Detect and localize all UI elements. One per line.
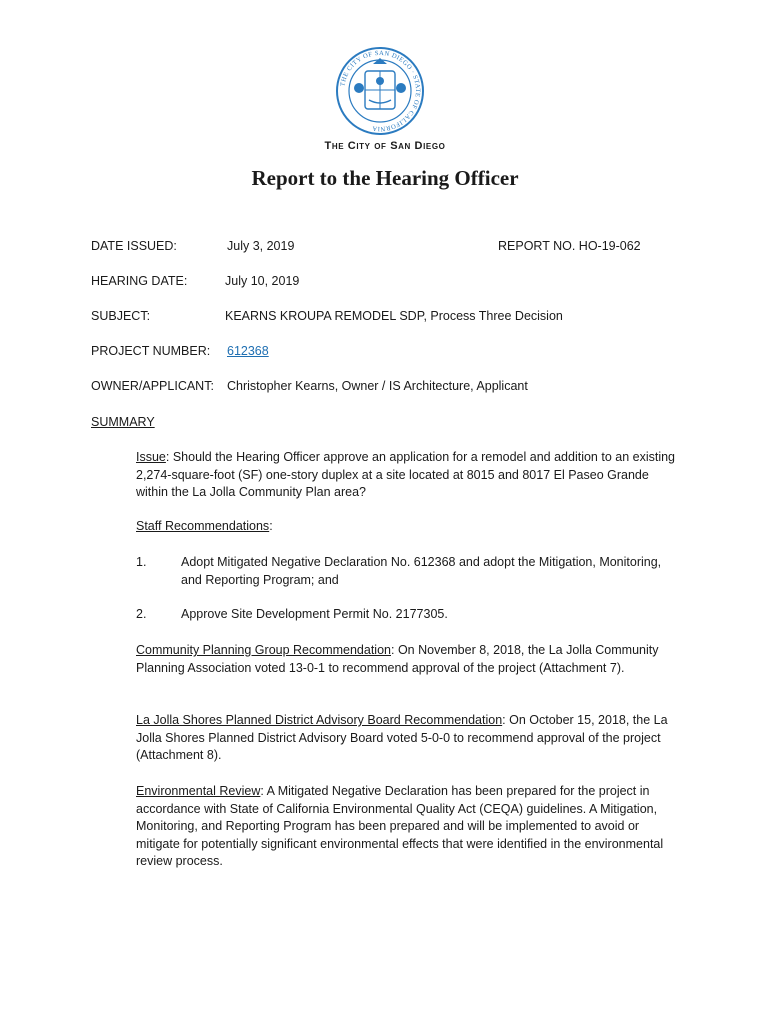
city-name: The City of San Diego: [324, 140, 446, 152]
date-issued-value: July 3, 2019: [227, 239, 295, 253]
env-text: : A Mitigated Negative Declaration has been prepared for the project in accordance with State of California Environmental Quality Act (CEQA) guidelines. A Mitigation, Monitoring, and Reporting Program has been prepared and will be implemented to avoid or mitigate for potentially significant environmental effects that were identified in the environmental review process.: [136, 784, 664, 868]
ljs-label: La Jolla Shores Planned District Advisory Board Recommendation: [136, 713, 503, 727]
staff-colon: :: [269, 519, 273, 533]
city-seal-logo: [335, 46, 425, 136]
date-issued-label: DATE ISSUED:: [91, 239, 177, 253]
summary-heading: SUMMARY: [91, 415, 155, 429]
subject-value: KEARNS KROUPA REMODEL SDP, Process Three Decision: [225, 309, 563, 323]
project-number-link[interactable]: 612368: [227, 344, 269, 358]
cpg-label: Community Planning Group Recommendation: [136, 643, 391, 657]
project-number-label: PROJECT NUMBER:: [91, 344, 211, 358]
list-item-number: 2.: [136, 607, 147, 621]
report-number: REPORT NO. HO-19-062: [498, 239, 641, 253]
environmental-paragraph: [136, 783, 681, 871]
ljs-paragraph: [136, 712, 681, 765]
staff-label: Staff Recommendations: [136, 519, 270, 533]
issue-paragraph: [136, 449, 681, 502]
list-item-text: Adopt Mitigated Negative Declaration No. 612368 and adopt the Mitigation, Monitoring, and Reporting Program; and: [181, 555, 662, 587]
staff-recommendations-heading: [136, 518, 681, 536]
owner-value: Christopher Kearns, Owner / IS Architecture, Applicant: [227, 379, 528, 393]
cpg-paragraph: [136, 642, 681, 677]
document-title: Report to the Hearing Officer: [251, 166, 519, 190]
owner-label: OWNER/APPLICANT:: [91, 379, 214, 393]
hearing-date-value: July 10, 2019: [225, 274, 300, 288]
ljs-text: : On October 15, 2018, the La Jolla Shores Planned District Advisory Board voted 5-0-0 to recommend approval of the project (Attachment 8).: [136, 713, 668, 762]
svg-text:THE CITY OF SAN DIEGO · STATE: THE CITY OF SAN DIEGO · STATE OF CALIFORNIA: [339, 49, 422, 133]
cpg-text: : On November 8, 2018, the La Jolla Community Planning Association voted 13-0-1 to recommend approval of the project (Attachment 7).: [136, 643, 659, 675]
subject-label: SUBJECT:: [91, 309, 151, 323]
list-item-number: 1.: [136, 555, 147, 569]
issue-label: Issue: [136, 450, 166, 464]
env-label: Environmental Review: [136, 784, 261, 798]
list-item-text: Approve Site Development Permit No. 2177305.: [181, 607, 448, 621]
issue-text: : Should the Hearing Officer approve an application for a remodel and addition to an existing 2,274-square-foot (SF) one-story duplex at a site located at 8015 and 8017 El Paseo Grande within the La Jolla Community Plan area?: [136, 450, 676, 499]
hearing-date-label: HEARING DATE:: [91, 274, 188, 288]
